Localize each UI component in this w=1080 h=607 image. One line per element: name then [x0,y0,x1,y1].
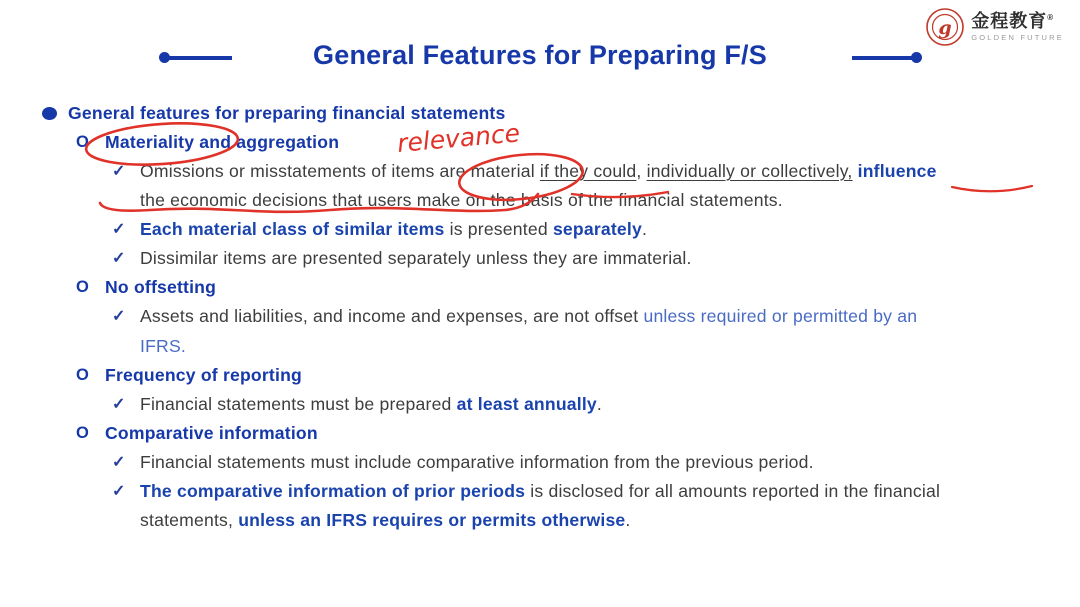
seal-letter: g [938,17,952,39]
level2-bullet-icon: O [76,133,90,152]
text-segment: is presented [444,219,553,240]
level2-bullet-icon: O [76,365,90,384]
text-segment-blue: IFRS. [140,335,186,356]
check-icon: ✓ [112,453,126,471]
title-decor-right-line [852,56,913,60]
level1-bullet-icon [42,107,57,120]
frequency-heading: Frequency of reporting [105,364,302,385]
text-segment: Assets and liabilities, and income and expenses, are not offset [140,306,644,327]
dissimilar-line [0,244,1080,273]
text-segment-underlined: individually or collectively, [646,161,853,182]
frequency-line [0,390,1080,419]
logo-name-cn-text: 金程教育 [971,11,1048,32]
text-segment: Omissions or misstatements of items are material [140,161,540,182]
seal-icon [925,7,965,47]
logo-reg-mark: ® [1047,13,1055,23]
check-icon: ✓ [112,250,126,268]
comparative-heading: Comparative information [105,422,318,443]
text-segment-emphasis: The comparative information of prior periods [140,480,526,501]
omissions-line1 [0,157,1080,186]
text-segment: , [636,161,647,182]
level2-bullet-icon: O [76,278,90,297]
text-segment: the economic decisions that users make on the basis of the financial statements. [140,190,783,211]
check-icon: ✓ [112,163,126,181]
check-icon: ✓ [112,221,126,239]
intro-heading: General features for preparing financial statements [68,103,506,123]
offsetting-line2 [0,332,1080,361]
text-segment-blue: unless required or permitted by an [643,306,918,327]
offsetting-heading: No offsetting [105,277,217,298]
text-segment: Dissimilar items are presented separately unless they are immaterial. [140,248,692,269]
page-title: General Features for Preparing F/S [313,40,767,70]
text-segment-underlined: if they could [539,161,637,182]
check-icon: ✓ [112,482,126,500]
logo-name-en: GOLDEN FUTURE [971,33,1064,43]
comparative-item2-line2 [0,506,1080,535]
check-icon: ✓ [112,308,126,326]
text-segment-emphasis: Each material class of similar items [140,219,445,240]
handwritten-relevance-note: relevance [395,118,522,158]
each-material-line [0,215,1080,244]
omissions-line2 [0,186,1080,215]
text-segment: . [596,393,603,414]
comparative-heading-line [0,419,1080,448]
offsetting-line1 [0,302,1080,331]
slide-body [0,99,1080,535]
logo-name-cn [971,11,1064,32]
text-segment: statements, [140,509,239,530]
text-segment-emphasis: influence [857,161,937,182]
intro-line [0,99,1080,128]
level2-bullet-icon: O [76,423,90,442]
text-segment: . [642,219,648,240]
text-segment-emphasis: at least annually [456,393,597,414]
comparative-item2-line1 [0,477,1080,506]
offsetting-heading-line [0,273,1080,302]
comparative-item1-line [0,448,1080,477]
check-icon: ✓ [112,395,126,413]
materiality-heading-line [0,128,1080,157]
logo-text [971,11,1064,42]
text-segment-emphasis: unless an IFRS requires or permits otherwise [238,509,626,530]
text-segment: Financial statements must be prepared [140,393,457,414]
text-segment-emphasis: separately [552,219,642,240]
text-segment: . [625,509,631,530]
title-decor-right-dot-icon [911,52,922,63]
frequency-heading-line [0,361,1080,390]
text-segment: is disclosed for all amounts reported in the financial [525,480,941,501]
materiality-heading: Materiality and aggregation [105,132,340,153]
text-segment: Financial statements must include comparative information from the previous period. [140,451,814,472]
brand-logo [925,7,1064,47]
